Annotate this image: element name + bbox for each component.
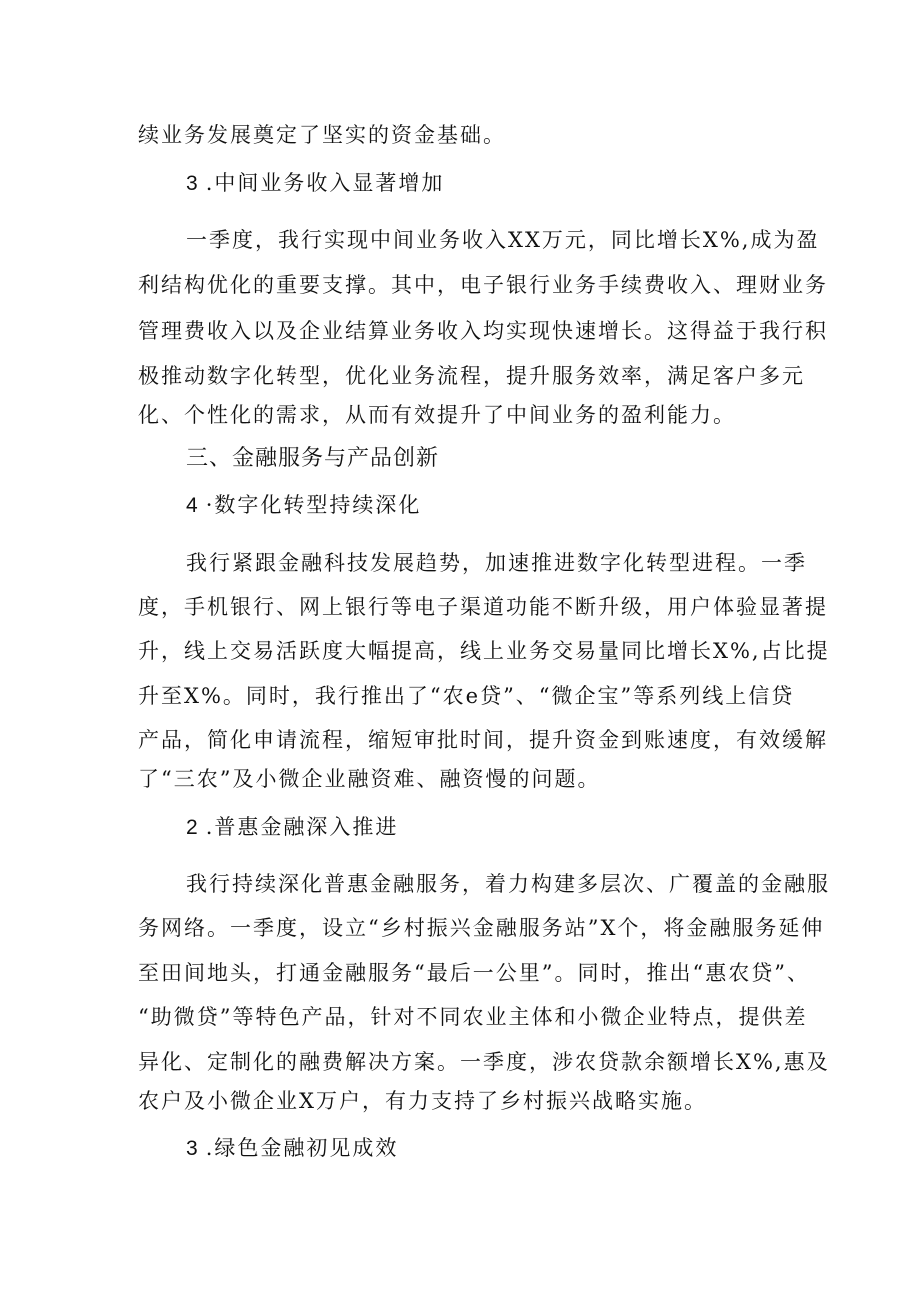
paragraph-line: 务网络。一季度，设立“乡村振兴金融服务站”X个，将金融服务延伸 xyxy=(138,916,825,940)
paragraph-line: 极推动数字化转型，优化业务流程，提升服务效率，满足客户多元 xyxy=(138,364,805,388)
paragraph-line: 我行紧跟金融科技发展趋势，加速推进数字化转型进程。一季 xyxy=(186,551,807,575)
section-title: 三、金融服务与产品创新 xyxy=(186,446,440,471)
paragraph-line: 农户及小微企业X万户，有力支持了乡村振兴战略实施。 xyxy=(138,1089,707,1113)
subheading-middle-business-income xyxy=(186,168,444,199)
subheading-number: 4 xyxy=(186,494,200,517)
paragraph-line: 续业务发展奠定了坚实的资金基础。 xyxy=(138,123,506,147)
subheading-green-finance xyxy=(186,1133,398,1164)
paragraph-line: 度，手机银行、网上银行等电子渠道功能不断升级，用户体验显著提 xyxy=(138,595,828,619)
paragraph-line: 至田间地头，打通金融服务“最后一公里”。同时，推出“惠农贷”、 xyxy=(138,961,810,985)
paragraph-line: 升，线上交易活跃度大幅提高，线上业务交易量同比增长X%,占比提 xyxy=(138,639,830,663)
paragraph-line: 异化、定制化的融费解决方案。一季度，涉农贷款余额增长X%,惠及 xyxy=(138,1050,830,1074)
paragraph-line: 产品，简化申请流程，缩短审批时间，提升资金到账速度，有效缓解 xyxy=(138,728,828,752)
paragraph-line: 化、个性化的需求，从而有效提升了中间业务的盈利能力。 xyxy=(138,403,736,427)
subheading-text: ·数字化转型持续深化 xyxy=(205,493,422,517)
paragraph-line: 管理费收入以及企业结算业务收入均实现快速增长。这得益于我行积 xyxy=(138,319,828,343)
subheading-number: 2 xyxy=(186,816,200,839)
subheading-text: .普惠金融深入推进 xyxy=(205,815,399,839)
subheading-inclusive-finance xyxy=(186,812,398,843)
subheading-digital-transformation xyxy=(186,490,421,521)
paragraph-line: 升至X%。同时，我行推出了“农e贷”、“微企宝”等系列线上信贷 xyxy=(138,684,795,708)
paragraph-line: “助微贷”等特色产品，针对不同农业主体和小微企业特点，提供差 xyxy=(138,1005,808,1029)
paragraph-line: 一季度，我行实现中间业务收入XX万元，同比增长X%,成为盈 xyxy=(186,228,820,252)
subheading-number: 3 xyxy=(186,172,200,195)
paragraph-line: 我行持续深化普惠金融服务，着力构建多层次、广覆盖的金融服 xyxy=(186,872,830,896)
subheading-text: .中间业务收入显著增加 xyxy=(205,171,445,195)
paragraph-line: 利结构优化的重要支撑。其中，电子银行业务手续费收入、理财业务 xyxy=(138,273,828,297)
paragraph-line: 了“三农”及小微企业融资难、融资慢的问题。 xyxy=(138,767,601,791)
subheading-number: 3 xyxy=(186,1137,200,1160)
subheading-text: .绿色金融初见成效 xyxy=(205,1136,399,1160)
